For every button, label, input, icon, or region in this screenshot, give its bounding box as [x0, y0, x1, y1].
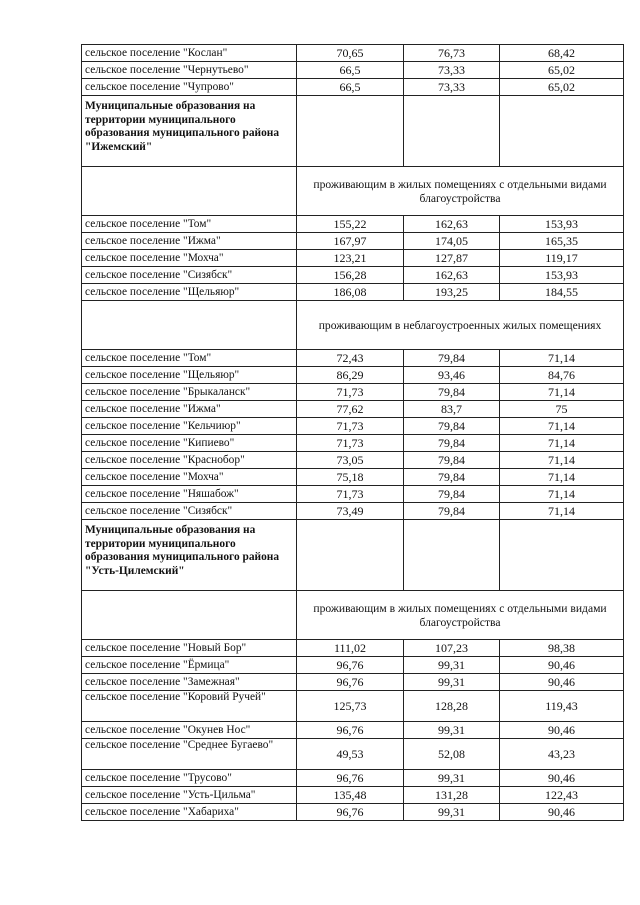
tariff-value-1: 71,73: [297, 418, 404, 435]
settlement-name: сельское поселение "Чернутьево": [82, 62, 297, 79]
settlement-name: сельское поселение "Сизябск": [82, 267, 297, 284]
municipality-heading: Муниципальные образования на территории муниципального образования муниципального района "Усть-Цилемский": [82, 520, 297, 591]
empty-cell: [500, 520, 624, 591]
table-row: [82, 722, 624, 739]
tariff-value-3: 71,14: [500, 350, 624, 367]
tariff-value-2: 162,63: [404, 267, 500, 284]
table-row: [82, 350, 624, 367]
tariff-value-1: 71,73: [297, 384, 404, 401]
table-row: [82, 384, 624, 401]
table-row: [82, 657, 624, 674]
settlement-name: сельское поселение "Кельчиюр": [82, 418, 297, 435]
tariff-value-1: 77,62: [297, 401, 404, 418]
tariff-value-3: 119,17: [500, 250, 624, 267]
tariff-value-3: 90,46: [500, 674, 624, 691]
empty-cell: [297, 96, 404, 167]
settlement-name: сельское поселение "Чупрово": [82, 79, 297, 96]
tariff-value-2: 93,46: [404, 367, 500, 384]
tariff-value-2: 76,73: [404, 45, 500, 62]
table-row: [82, 216, 624, 233]
tariff-value-2: 79,84: [404, 418, 500, 435]
table-row: [82, 435, 624, 452]
table-row: [82, 233, 624, 250]
tariff-value-2: 79,84: [404, 384, 500, 401]
tariff-value-1: 156,28: [297, 267, 404, 284]
tariff-value-1: 111,02: [297, 640, 404, 657]
tariff-value-2: 79,84: [404, 469, 500, 486]
municipality-header-row: [82, 96, 624, 167]
tariff-value-2: 79,84: [404, 503, 500, 520]
settlement-name: сельское поселение "Брыкаланск": [82, 384, 297, 401]
settlement-name: сельское поселение "Ёрмица": [82, 657, 297, 674]
category-row: [82, 301, 624, 350]
settlement-name: сельское поселение "Среднее Бугаево": [82, 739, 297, 770]
settlement-name: сельское поселение "Коровий Ручей": [82, 691, 297, 722]
tariff-value-2: 83,7: [404, 401, 500, 418]
category-row: [82, 591, 624, 640]
table-row: [82, 267, 624, 284]
settlement-name: сельское поселение "Новый Бор": [82, 640, 297, 657]
tariff-value-1: 49,53: [297, 739, 404, 770]
table-row: [82, 486, 624, 503]
settlement-name: сельское поселение "Кослан": [82, 45, 297, 62]
tariff-value-3: 84,76: [500, 367, 624, 384]
tariff-value-3: 90,46: [500, 657, 624, 674]
settlement-name: сельское поселение "Том": [82, 350, 297, 367]
tariff-value-1: 155,22: [297, 216, 404, 233]
tariff-value-3: 68,42: [500, 45, 624, 62]
tariff-value-1: 72,43: [297, 350, 404, 367]
settlement-name: сельское поселение "Замежная": [82, 674, 297, 691]
table-row: [82, 770, 624, 787]
tariff-value-2: 162,63: [404, 216, 500, 233]
settlement-name: сельское поселение "Краснобор": [82, 452, 297, 469]
table-row: [82, 45, 624, 62]
table-row: [82, 250, 624, 267]
tariff-value-2: 193,25: [404, 284, 500, 301]
settlement-name: сельское поселение "Мохча": [82, 469, 297, 486]
tariff-value-1: 96,76: [297, 770, 404, 787]
tariff-value-3: 71,14: [500, 452, 624, 469]
tariff-value-2: 99,31: [404, 804, 500, 821]
table-row: [82, 739, 624, 770]
tariff-value-3: 71,14: [500, 486, 624, 503]
table-row: [82, 674, 624, 691]
tariff-value-3: 71,14: [500, 503, 624, 520]
table-row: [82, 503, 624, 520]
tariff-value-3: 75: [500, 401, 624, 418]
settlement-name: сельское поселение "Ижма": [82, 401, 297, 418]
settlement-name: сельское поселение "Кипиево": [82, 435, 297, 452]
category-label: проживающим в жилых помещениях с отдельными видами благоустройства: [297, 591, 624, 640]
settlement-name: сельское поселение "Щельяюр": [82, 284, 297, 301]
table-row: [82, 284, 624, 301]
tariff-value-1: 135,48: [297, 787, 404, 804]
category-label: проживающим в неблагоустроенных жилых помещениях: [297, 301, 624, 350]
tariff-value-3: 122,43: [500, 787, 624, 804]
tariff-value-1: 75,18: [297, 469, 404, 486]
tariff-value-3: 153,93: [500, 267, 624, 284]
tariff-value-3: 184,55: [500, 284, 624, 301]
tariff-value-3: 65,02: [500, 62, 624, 79]
tariff-value-3: 98,38: [500, 640, 624, 657]
tariff-value-1: 70,65: [297, 45, 404, 62]
empty-cell: [297, 520, 404, 591]
table-row: [82, 691, 624, 722]
tariff-value-3: 71,14: [500, 435, 624, 452]
empty-cell: [82, 591, 297, 640]
tariff-value-2: 131,28: [404, 787, 500, 804]
tariff-value-1: 71,73: [297, 435, 404, 452]
table-row: [82, 787, 624, 804]
tariff-value-1: 96,76: [297, 722, 404, 739]
table-row: [82, 418, 624, 435]
tariff-value-1: 66,5: [297, 79, 404, 96]
table-row: [82, 804, 624, 821]
category-label: проживающим в жилых помещениях с отдельными видами благоустройства: [297, 167, 624, 216]
tariff-value-1: 123,21: [297, 250, 404, 267]
tariff-value-2: 52,08: [404, 739, 500, 770]
tariff-table: [81, 44, 624, 821]
tariff-value-2: 174,05: [404, 233, 500, 250]
tariff-value-2: 107,23: [404, 640, 500, 657]
settlement-name: сельское поселение "Мохча": [82, 250, 297, 267]
settlement-name: сельское поселение "Ижма": [82, 233, 297, 250]
settlement-name: сельское поселение "Усть-Цильма": [82, 787, 297, 804]
tariff-table-body: [82, 45, 624, 821]
tariff-value-2: 79,84: [404, 435, 500, 452]
table-row: [82, 401, 624, 418]
tariff-value-3: 65,02: [500, 79, 624, 96]
tariff-value-1: 167,97: [297, 233, 404, 250]
settlement-name: сельское поселение "Хабариха": [82, 804, 297, 821]
tariff-value-1: 66,5: [297, 62, 404, 79]
table-row: [82, 79, 624, 96]
municipality-header-row: [82, 520, 624, 591]
settlement-name: сельское поселение "Окунев Нос": [82, 722, 297, 739]
tariff-value-2: 99,31: [404, 657, 500, 674]
tariff-value-2: 73,33: [404, 62, 500, 79]
tariff-value-2: 79,84: [404, 350, 500, 367]
category-row: [82, 167, 624, 216]
table-row: [82, 452, 624, 469]
tariff-value-1: 96,76: [297, 804, 404, 821]
tariff-value-1: 71,73: [297, 486, 404, 503]
table-row: [82, 62, 624, 79]
settlement-name: сельское поселение "Трусово": [82, 770, 297, 787]
tariff-value-1: 186,08: [297, 284, 404, 301]
empty-cell: [82, 301, 297, 350]
tariff-value-1: 86,29: [297, 367, 404, 384]
settlement-name: сельское поселение "Сизябск": [82, 503, 297, 520]
empty-cell: [404, 96, 500, 167]
tariff-value-3: 71,14: [500, 418, 624, 435]
settlement-name: сельское поселение "Няшабож": [82, 486, 297, 503]
empty-cell: [404, 520, 500, 591]
tariff-value-3: 90,46: [500, 722, 624, 739]
tariff-value-3: 165,35: [500, 233, 624, 250]
tariff-value-2: 128,28: [404, 691, 500, 722]
tariff-value-3: 71,14: [500, 469, 624, 486]
settlement-name: сельское поселение "Том": [82, 216, 297, 233]
table-row: [82, 367, 624, 384]
tariff-value-2: 99,31: [404, 722, 500, 739]
empty-cell: [82, 167, 297, 216]
settlement-name: сельское поселение "Щельяюр": [82, 367, 297, 384]
empty-cell: [500, 96, 624, 167]
tariff-value-2: 79,84: [404, 452, 500, 469]
tariff-value-2: 99,31: [404, 770, 500, 787]
municipality-heading: Муниципальные образования на территории муниципального образования муниципального района "Ижемский": [82, 96, 297, 167]
tariff-value-2: 73,33: [404, 79, 500, 96]
table-row: [82, 640, 624, 657]
tariff-value-3: 119,43: [500, 691, 624, 722]
tariff-value-3: 90,46: [500, 804, 624, 821]
tariff-value-3: 43,23: [500, 739, 624, 770]
tariff-value-1: 96,76: [297, 674, 404, 691]
tariff-value-2: 99,31: [404, 674, 500, 691]
tariff-value-3: 71,14: [500, 384, 624, 401]
tariff-value-1: 96,76: [297, 657, 404, 674]
tariff-value-2: 79,84: [404, 486, 500, 503]
tariff-value-3: 153,93: [500, 216, 624, 233]
tariff-value-1: 73,05: [297, 452, 404, 469]
tariff-value-1: 125,73: [297, 691, 404, 722]
tariff-value-3: 90,46: [500, 770, 624, 787]
tariff-value-2: 127,87: [404, 250, 500, 267]
table-row: [82, 469, 624, 486]
tariff-value-1: 73,49: [297, 503, 404, 520]
